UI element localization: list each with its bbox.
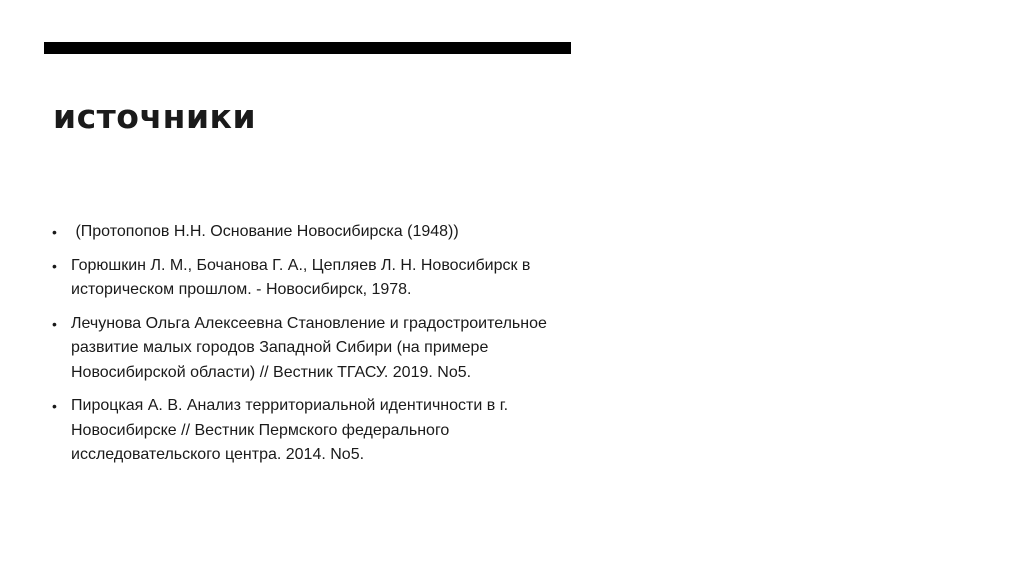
list-item: [52, 254, 582, 303]
list-item: [52, 394, 582, 468]
slide-title: источники: [53, 97, 257, 136]
source-text: Лечунова Ольга Алексеевна Становление и градостроительное развитие малых городов Западной Сибири (на примере Новосибирской области) // Вестник ТГАСУ. 2019. No5.: [71, 314, 547, 381]
list-item: [52, 220, 582, 245]
bullet-icon: •: [52, 224, 57, 240]
decorative-top-bar: [44, 42, 571, 54]
source-text: Пироцкая А. В. Анализ территориальной идентичности в г. Новосибирске // Вестник Пермского федерального исследовательского центра. 2014. No5.: [71, 397, 509, 463]
bullet-icon: •: [52, 398, 57, 414]
sources-list: [52, 220, 582, 477]
source-text: Горюшкин Л. М., Бочанова Г. А., Цепляев Л. Н. Новосибирск в историческом прошлом. - Новосибирск, 1978.: [71, 256, 531, 298]
source-text: (Протопопов Н.Н. Основание Новосибирска (1948)): [71, 223, 459, 240]
bullet-icon: •: [52, 257, 57, 274]
bullet-icon: •: [52, 315, 57, 332]
list-item: [52, 312, 582, 386]
